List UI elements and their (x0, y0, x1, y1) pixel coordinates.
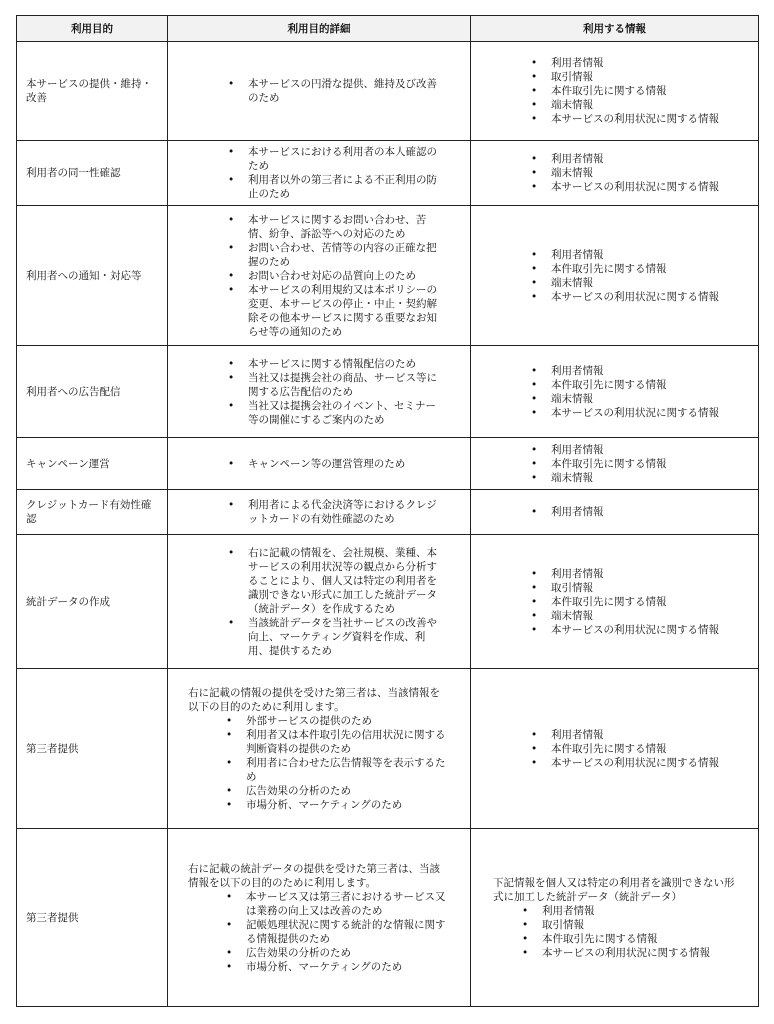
info-cell (471, 438, 759, 490)
list-item: • 取引情報 (531, 581, 593, 594)
bullet-icon: • (226, 946, 233, 959)
bullet-icon: • (531, 471, 538, 484)
bullet-icon: • (531, 153, 538, 165)
detail-list (228, 213, 446, 339)
bullet-icon: • (531, 756, 538, 769)
info-cell (471, 206, 759, 346)
info-cell (471, 42, 759, 141)
purpose-cell: 第三者提供 (17, 669, 168, 829)
list-item: • 本サービスの利用状況に関する情報 (531, 756, 719, 769)
info-list (531, 567, 728, 637)
bullet-icon: • (531, 623, 538, 636)
list-item: • 本件取引先に関する情報 (531, 378, 667, 391)
info-cell (471, 346, 759, 438)
bullet-icon: • (226, 798, 233, 811)
list-item: • キャンペーン等の運営管理のため (228, 457, 406, 470)
detail-list (228, 498, 446, 526)
bullet-icon: • (531, 364, 538, 377)
bullet-icon: • (228, 78, 235, 90)
bullet-icon: • (531, 609, 538, 622)
list-item: • 取引情報 (522, 918, 584, 931)
detail-cell (168, 829, 471, 1007)
list-item: • 広告効果の分析のため (226, 946, 351, 959)
detail-list (228, 77, 446, 105)
list-item: • 利用者情報 (531, 567, 604, 580)
header-info: 利用する情報 (471, 16, 759, 42)
table-row (17, 346, 759, 438)
bullet-icon: • (531, 248, 538, 261)
detail-cell (168, 438, 471, 490)
list-item: • お問い合わせ対応の品質向上のため (228, 269, 416, 282)
bullet-icon: • (226, 890, 233, 903)
list-item: • 端末情報 (531, 609, 593, 622)
detail-list (228, 546, 446, 658)
table-row (17, 438, 759, 490)
bullet-icon: • (522, 932, 529, 945)
list-item: • 本件取引先に関する情報 (522, 932, 658, 945)
purpose-cell: キャンペーン運営 (17, 438, 168, 490)
list-item: • 当社又は提携会社の商品、サービス等に関する広告配信のため (228, 371, 437, 398)
bullet-icon: • (226, 960, 233, 973)
bullet-icon: • (531, 99, 538, 111)
bullet-icon: • (531, 71, 538, 83)
info-list (531, 505, 728, 519)
bullet-icon: • (226, 756, 233, 769)
list-item: • 取引情報 (531, 71, 593, 83)
list-item: • 右に記載の情報を、会社規模、業種、本サービスの利用状況等の観点から分析することにより、個人又は特定の利用者を識別できない形式に加工した統計データ（統計データ）を作成するため (228, 546, 437, 615)
list-item: • 利用者情報 (531, 364, 604, 377)
detail-cell (168, 141, 471, 206)
bullet-icon: • (228, 213, 235, 226)
detail-list (228, 145, 446, 201)
bullet-icon: • (531, 113, 538, 125)
info-list (531, 443, 728, 485)
bullet-icon: • (228, 174, 235, 186)
table-row (17, 669, 759, 829)
detail-list (228, 357, 446, 427)
bullet-icon: • (531, 392, 538, 405)
info-list (531, 248, 728, 304)
bullet-icon: • (228, 399, 235, 412)
list-item: • 本サービスの利用状況に関する情報 (531, 623, 719, 636)
detail-list (226, 714, 446, 812)
bullet-icon: • (531, 443, 538, 456)
detail-cell (168, 206, 471, 346)
info-list (531, 56, 728, 126)
list-item: • 本サービスの利用状況に関する情報 (531, 181, 719, 193)
bullet-icon: • (228, 546, 235, 559)
list-item: • 本サービスの利用規約又は本ポリシーの変更、本サービスの停止・中止・契約解除その他本サービスに関する重要なお知らせ等の通知のため (228, 283, 437, 338)
list-item: • 記帳処理状況に関する統計的な情報に関する情報提供のため (226, 918, 446, 945)
list-item: • 本サービスの利用状況に関する情報 (531, 290, 719, 303)
detail-cell (168, 346, 471, 438)
list-item: • 利用者情報 (531, 57, 604, 69)
bullet-icon: • (531, 728, 538, 741)
list-item: • 利用者に合わせた広告情報等を表示するため (226, 756, 446, 783)
list-item: • 本件取引先に関する情報 (531, 85, 667, 97)
list-item: • 端末情報 (531, 392, 593, 405)
purpose-cell: 利用者への通知・対応等 (17, 206, 168, 346)
info-cell (471, 535, 759, 669)
bullet-icon: • (228, 371, 235, 384)
info-cell (471, 829, 759, 1007)
list-item: • 本サービスの利用状況に関する情報 (522, 946, 710, 959)
list-item: • 利用者情報 (531, 248, 604, 261)
detail-list (228, 457, 446, 471)
detail-list (226, 890, 446, 974)
bullet-icon: • (226, 918, 233, 931)
bullet-icon: • (522, 918, 529, 931)
bullet-icon: • (531, 181, 538, 193)
list-item: • 本サービスにおける利用者の本人確認のため (228, 146, 437, 172)
list-item: • 利用者情報 (531, 153, 604, 165)
table-row (17, 535, 759, 669)
list-item: • 当該統計データを当社サービスの改善や向上、マーケティング資料を作成、利用、提供するため (228, 616, 437, 657)
bullet-icon: • (531, 742, 538, 755)
list-item: • 利用者情報 (531, 443, 604, 456)
purpose-cell: クレジットカード有効性確認 (17, 490, 168, 535)
list-item: • 端末情報 (531, 99, 593, 111)
list-item: • 当社又は提携会社のイベント、セミナー等の開催にするご案内のため (228, 399, 437, 426)
bullet-icon: • (228, 146, 235, 158)
purpose-cell: 統計データの作成 (17, 535, 168, 669)
list-item: • 本件取引先に関する情報 (531, 742, 667, 755)
bullet-icon: • (522, 946, 529, 959)
privacy-purpose-table (16, 15, 759, 1007)
bullet-icon: • (531, 276, 538, 289)
bullet-icon: • (531, 406, 538, 419)
bullet-icon: • (531, 567, 538, 580)
bullet-icon: • (228, 269, 235, 282)
info-list (531, 728, 728, 770)
table-row (17, 42, 759, 141)
list-item: • 市場分析、マーケティングのため (226, 798, 403, 811)
bullet-icon: • (531, 262, 538, 275)
info-cell (471, 490, 759, 535)
list-item: • 利用者以外の第三者による不正利用の防止のため (228, 174, 437, 200)
list-item: • 利用者情報 (531, 728, 604, 741)
bullet-icon: • (531, 290, 538, 303)
bullet-icon: • (226, 784, 233, 797)
info-list (531, 152, 728, 194)
bullet-icon: • (531, 581, 538, 594)
detail-cell (168, 42, 471, 141)
table-row (17, 141, 759, 206)
info-list (531, 364, 728, 420)
purpose-cell: 利用者への広告配信 (17, 346, 168, 438)
bullet-icon: • (531, 457, 538, 470)
bullet-icon: • (531, 595, 538, 608)
bullet-icon: • (228, 357, 235, 370)
bullet-icon: • (226, 728, 233, 741)
bullet-icon: • (531, 378, 538, 391)
purpose-cell: 本サービスの提供・維持・改善 (17, 42, 168, 141)
list-item: • 市場分析、マーケティングのため (226, 960, 403, 973)
detail-intro: 右に記載の統計データの提供を受けた第三者は、当該情報を以下の目的のために利用します。 (188, 862, 440, 889)
list-item: • 広告効果の分析のため (226, 784, 351, 797)
header-row (17, 16, 759, 42)
bullet-icon: • (522, 904, 529, 917)
detail-cell (168, 669, 471, 829)
list-item: • 外部サービスの提供のため (226, 714, 372, 727)
list-item: • 本サービス又は第三者におけるサービス又は業務の向上又は改善のため (226, 890, 446, 917)
bullet-icon: • (228, 241, 235, 254)
list-item: • 本件取引先に関する情報 (531, 262, 667, 275)
detail-intro: 右に記載の情報の提供を受けた第三者は、当該情報を以下の目的のために利用します。 (188, 686, 440, 713)
list-item: • 利用者による代金決済等におけるクレジットカードの有効性確認のため (228, 499, 437, 525)
list-item: • 端末情報 (531, 471, 593, 484)
bullet-icon: • (228, 457, 235, 470)
list-item: • 本サービスの利用状況に関する情報 (531, 406, 719, 419)
info-cell (471, 669, 759, 829)
header-detail: 利用目的詳細 (168, 16, 471, 42)
list-item: • 端末情報 (531, 167, 593, 179)
table-row (17, 206, 759, 346)
info-intro: 下記情報を個人又は特定の利用者を識別できない形式に加工した統計データ（統計データ） (493, 876, 735, 903)
table-row (17, 490, 759, 535)
info-list (522, 904, 728, 960)
list-item: • 利用者又は本件取引先の信用状況に関する判断資料の提供のため (226, 728, 446, 755)
table-row (17, 829, 759, 1007)
bullet-icon: • (228, 616, 235, 629)
list-item: • 本サービスに関するお問い合わせ、苦情、紛争、訴訟等への対応のため (228, 213, 427, 240)
detail-cell (168, 490, 471, 535)
bullet-icon: • (226, 714, 233, 727)
list-item: • 本サービスの利用状況に関する情報 (531, 113, 719, 125)
purpose-cell: 第三者提供 (17, 829, 168, 1007)
list-item: • お問い合わせ、苦情等の内容の正確な把握のため (228, 241, 437, 268)
list-item: • 端末情報 (531, 276, 593, 289)
info-cell (471, 141, 759, 206)
bullet-icon: • (228, 283, 235, 296)
detail-cell (168, 535, 471, 669)
bullet-icon: • (228, 499, 235, 511)
bullet-icon: • (531, 506, 538, 518)
bullet-icon: • (531, 85, 538, 97)
list-item: • 本件取引先に関する情報 (531, 457, 667, 470)
bullet-icon: • (531, 167, 538, 179)
list-item: • 利用者情報 (522, 904, 595, 917)
purpose-cell: 利用者の同一性確認 (17, 141, 168, 206)
list-item: • 本サービスの円滑な提供、維持及び改善のため (228, 78, 437, 104)
header-purpose: 利用目的 (17, 16, 168, 42)
list-item: • 利用者情報 (531, 506, 604, 518)
list-item: • 本サービスに関する情報配信のため (228, 357, 416, 370)
bullet-icon: • (531, 57, 538, 69)
list-item: • 本件取引先に関する情報 (531, 595, 667, 608)
